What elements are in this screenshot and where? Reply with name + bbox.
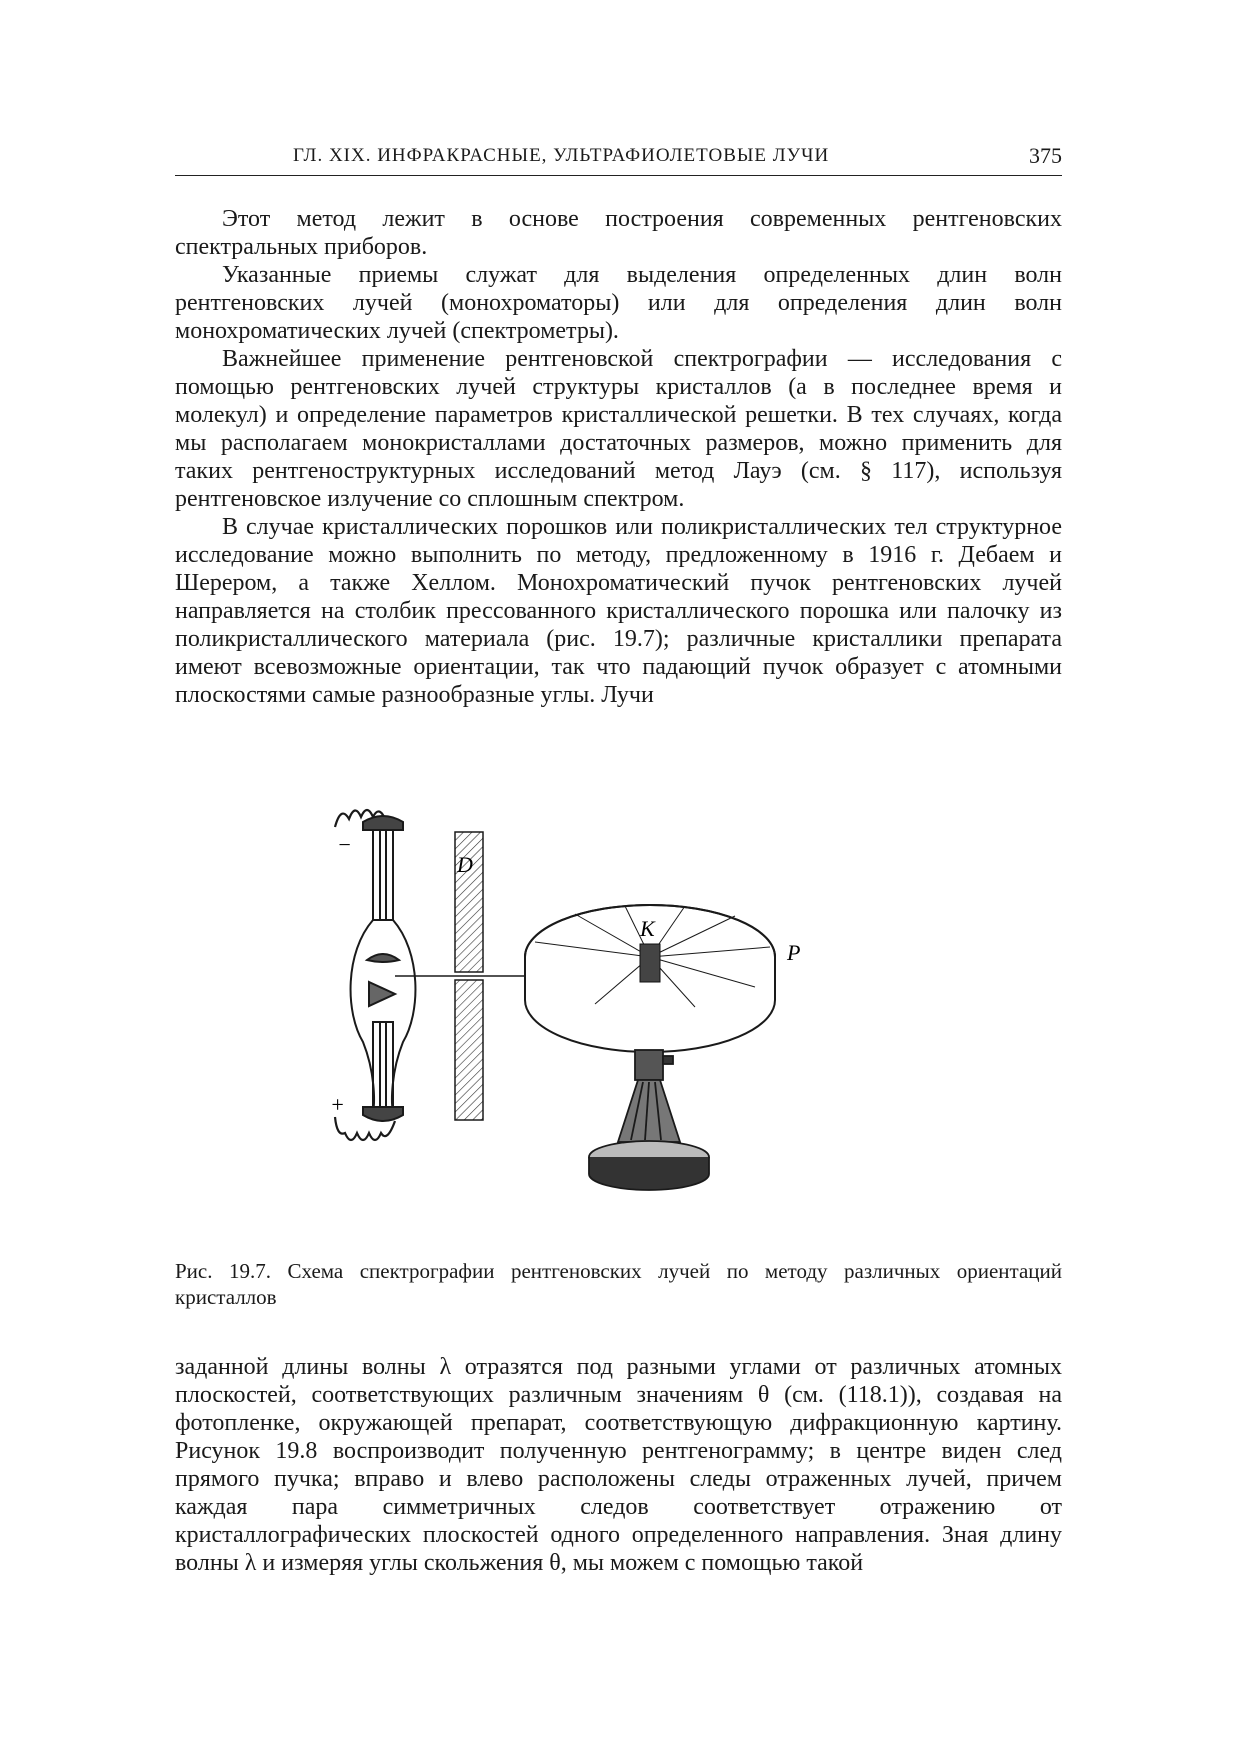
- paragraph: В случае кристаллических порошков или поликристаллических тел структурное исследование можно выполнить по методу, предложенному в 1916 г. Дебаем и Шерером, а также Хеллом. Монохроматический пучок рентгеновских лучей направляется на столбик прессованного кристаллического порошка или палочку из поликристаллического материала (рис. 19.7); различные кристаллики препарата имеют всевозможные ориентации, так что падающий пучок образует с атомными плоскостями самые разнообразные углы. Лучи: [175, 514, 1062, 708]
- anticathode: [369, 982, 395, 1006]
- figure-caption: Рис. 19.7. Схема спектрографии рентгеновских лучей по методу различных ориентаций кристаллов: [175, 1259, 1062, 1309]
- tube-neck-bottom: [373, 1022, 393, 1107]
- body-text-bottom: [175, 1353, 1062, 1577]
- tube-bulb: [351, 920, 416, 1112]
- paragraph: Указанные приемы служат для выделения определенных длин волн рентгеновских лучей (монохроматоры) или для определения длин волн монохроматических лучей (спектрометры).: [175, 262, 1062, 344]
- running-head: ГЛ. XIX. ИНФРАКРАСНЫЕ, УЛЬТРАФИОЛЕТОВЫЕ ЛУЧИ: [293, 145, 830, 166]
- tube-bottom-cap: [363, 1107, 403, 1121]
- sample-label: K: [640, 916, 655, 941]
- xray-tube: [335, 810, 415, 1140]
- page-header: [175, 143, 1062, 176]
- cathode-cup: [367, 954, 399, 962]
- paragraph: Этот метод лежит в основе построения современных рентгеновских спектральных приборов.: [175, 206, 1062, 260]
- stand: [589, 1050, 709, 1190]
- minus-label: −: [337, 832, 352, 857]
- body-text-top: [175, 205, 1062, 709]
- tube-neck-top: [373, 830, 393, 920]
- plus-label: +: [330, 1092, 345, 1117]
- tube-top-cap: [363, 816, 403, 830]
- film-label: P: [787, 940, 801, 965]
- page-number: 375: [1029, 143, 1062, 168]
- sample-column: [640, 944, 660, 982]
- paragraph: заданной длины волны λ отразятся под разными углами от различных атомных плоскостей, соответствующих различным значениям θ (см. (118.1)), создавая на фотопленке, окружающей препарат, соответствующую дифракционную картину. Рисунок 19.8 воспроизводит полученную рентгенограмму; в центре виден след прямого пучка; вправо и влево расположены следы отраженных лучей, причем каждая пара симметричных следов соответствует отражению от кристаллографических плоскостей одного определенного направления. Зная длину волны λ и измеряя углы скольжения θ, мы можем с помощью такой: [175, 1354, 1062, 1576]
- paragraph: Важнейшее применение рентгеновской спектрографии — исследования с помощью рентгеновских лучей структуры кристаллов (а в последнее время и молекул) и определение параметров кристаллической решетки. В тех случаях, когда мы располагаем монокристаллами достаточных размеров, можно применить для таких рентгеноструктурных исследований метод Лауэ (см. § 117), используя рентгеновское излучение со сплошным спектром.: [175, 346, 1062, 512]
- diaphragm-label: D: [457, 852, 473, 877]
- figure-19-7-diagram: [330, 782, 915, 1222]
